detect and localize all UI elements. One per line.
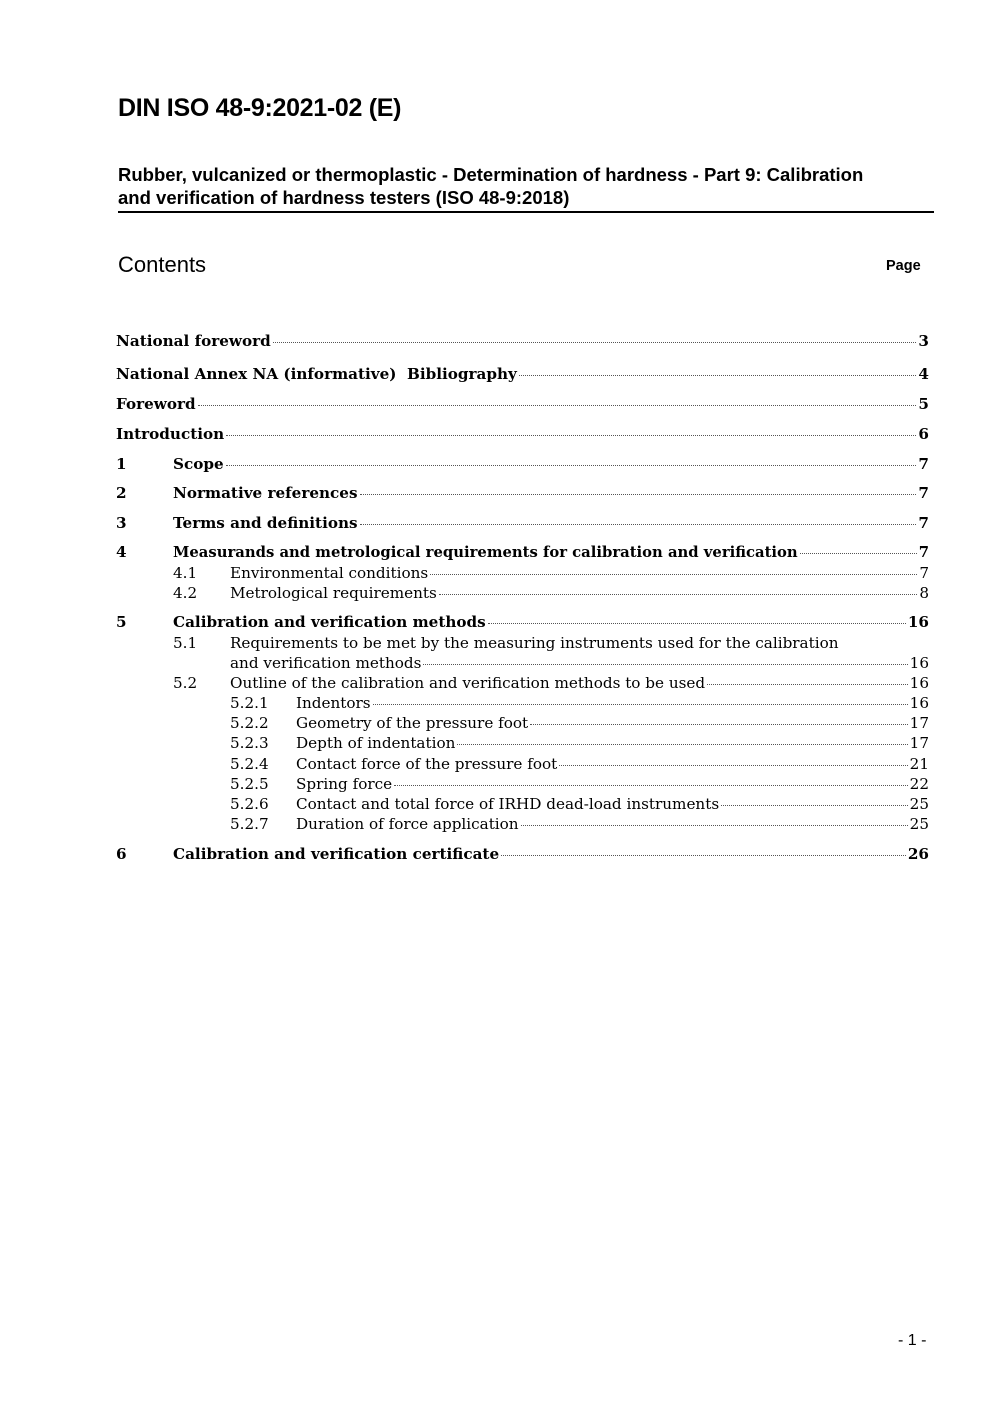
dot-leader <box>488 623 906 624</box>
contents-heading: Contents <box>118 252 207 277</box>
dot-leader <box>360 494 917 495</box>
dot-leader <box>226 435 916 436</box>
dot-leader <box>559 765 907 766</box>
toc-entry-page: 7 <box>918 544 929 561</box>
toc-entry-title: Calibration and verification certificate <box>173 845 500 863</box>
toc-entry-normative-references[interactable] <box>173 484 929 503</box>
toc-entry-measuring-instruments-requirements[interactable] <box>230 654 929 673</box>
toc-entry-title: Metrological requirements <box>230 584 437 602</box>
dot-leader <box>198 405 917 406</box>
toc-entry-page: 26 <box>907 845 929 863</box>
toc-entry-title: Measurands and metrological requirements for calibration and verification <box>173 544 798 561</box>
toc-entry-introduction[interactable] <box>116 425 929 444</box>
dot-leader <box>439 594 918 595</box>
toc-entry-title: Depth of indentation <box>296 734 456 752</box>
toc-entry-number: 3 <box>116 514 127 532</box>
toc-entry-page: 6 <box>918 425 929 443</box>
toc-entry-title: Terms and definitions <box>173 514 358 532</box>
toc-entry-title: Contact and total force of IRHD dead-load instruments <box>296 795 720 813</box>
dot-leader <box>519 375 917 376</box>
footer-page-number: - 1 - <box>898 1332 927 1349</box>
toc-entry-title: Geometry of the pressure foot <box>296 714 529 732</box>
toc-entry-page: 5 <box>918 395 929 413</box>
toc-entry-page: 16 <box>907 613 929 631</box>
toc-entry-number: 6 <box>116 845 127 863</box>
toc-entry-page: 17 <box>909 734 929 752</box>
toc-entry-number: 5.2.5 <box>230 775 269 793</box>
document-title-line-1: Rubber, vulcanized or thermoplastic - Determination of hardness - Part 9: Calibration <box>118 164 864 185</box>
toc-entry-title: Requirements to be met by the measuring instruments used for the calibration <box>230 634 839 652</box>
toc-entry-spring-force[interactable] <box>296 775 929 794</box>
toc-entry-number: 5.2.3 <box>230 734 269 752</box>
toc-entry-number: 1 <box>116 455 127 473</box>
dot-leader <box>430 574 917 575</box>
toc-entry-title: Normative references <box>173 484 358 502</box>
dot-leader <box>501 855 906 856</box>
document-title-line-2: and verification of hardness testers (ISO 48-9:2018) <box>118 187 570 208</box>
toc-entry-title-continued: and verification methods <box>230 654 422 672</box>
toc-entry-title: Calibration and verification methods <box>173 613 486 631</box>
toc-entry-national-foreword[interactable] <box>116 332 929 351</box>
dot-leader <box>521 825 908 826</box>
toc-entry-number: 2 <box>116 484 127 502</box>
toc-entry-measurands[interactable] <box>173 543 929 562</box>
toc-entry-irhd-dead-load[interactable] <box>296 795 929 814</box>
dot-leader <box>273 342 917 343</box>
document-id: DIN ISO 48-9:2021-02 (E) <box>118 94 402 122</box>
toc-entry-page: 4 <box>918 365 929 383</box>
toc-entry-title: Indentors <box>296 694 371 712</box>
toc-entry-indentors[interactable] <box>296 694 929 713</box>
toc-entry-page: 22 <box>909 775 929 793</box>
toc-entry-page: 16 <box>909 674 929 692</box>
toc-entry-number: 5.2 <box>173 674 198 692</box>
toc-entry-page: 7 <box>918 484 929 502</box>
toc-entry-terms-and-definitions[interactable] <box>173 514 929 533</box>
toc-entry-number: 5 <box>116 613 127 631</box>
toc-entry-page: 17 <box>909 714 929 732</box>
toc-entry-page: 25 <box>909 795 929 813</box>
dot-leader <box>707 684 908 685</box>
dot-leader <box>530 724 908 725</box>
toc-entry-page: 8 <box>919 584 929 602</box>
toc-entry-page: 16 <box>909 654 929 672</box>
toc-entry-title: Contact force of the pressure foot <box>296 755 558 773</box>
toc-entry-number: 5.2.1 <box>230 694 269 712</box>
toc-entry-title: National foreword <box>116 332 271 350</box>
toc-entry-depth-of-indentation[interactable] <box>296 734 929 753</box>
toc-entry-calibration-methods[interactable] <box>173 613 929 632</box>
dot-leader <box>721 805 908 806</box>
toc-entry-title: National Annex NA (informative) Bibliography <box>116 365 517 383</box>
toc-entry-geometry-pressure-foot[interactable] <box>296 714 929 733</box>
toc-entry-title: Environmental conditions <box>230 564 429 582</box>
toc-entry-title: Duration of force application <box>296 815 519 833</box>
toc-entry-duration-of-force[interactable] <box>296 815 929 834</box>
toc-entry-page: 3 <box>918 332 929 350</box>
dot-leader <box>423 664 907 665</box>
toc-entry-page: 16 <box>909 694 929 712</box>
toc-entry-metrological-requirements[interactable] <box>230 584 929 603</box>
dot-leader <box>360 524 917 525</box>
dot-leader <box>394 785 908 786</box>
toc-entry-number: 4.2 <box>173 584 198 602</box>
page-column-heading: Page <box>886 258 921 274</box>
toc-entry-environmental-conditions[interactable] <box>230 564 929 583</box>
toc-entry-scope[interactable] <box>173 455 929 474</box>
toc-entry-page: 25 <box>909 815 929 833</box>
toc-entry-certificate[interactable] <box>173 845 929 864</box>
toc-entry-page: 7 <box>918 514 929 532</box>
dot-leader <box>800 553 917 554</box>
toc-entry-page: 21 <box>909 755 929 773</box>
dot-leader <box>457 744 907 745</box>
toc-entry-page: 7 <box>918 455 929 473</box>
document-title <box>118 163 934 213</box>
toc-entry-title: Foreword <box>116 395 196 413</box>
toc-entry-number: 4.1 <box>173 564 198 582</box>
toc-entry-outline-of-methods[interactable] <box>230 674 929 693</box>
toc-entry-title: Introduction <box>116 425 225 443</box>
toc-entry-title: Scope <box>173 455 224 473</box>
toc-entry-number: 4 <box>116 543 127 561</box>
toc-entry-page: 7 <box>919 564 929 582</box>
toc-entry-number: 5.2.6 <box>230 795 269 813</box>
toc-entry-number: 5.2.2 <box>230 714 269 732</box>
toc-entry-foreword[interactable] <box>116 395 929 414</box>
toc-entry-title: Spring force <box>296 775 393 793</box>
toc-entry-title: Outline of the calibration and verification methods to be used <box>230 674 706 692</box>
toc-entry-contact-force[interactable] <box>296 755 929 774</box>
dot-leader <box>373 704 908 705</box>
toc-entry-national-annex[interactable] <box>116 365 929 384</box>
toc-entry-number: 5.2.7 <box>230 815 269 833</box>
toc-entry-number: 5.1 <box>173 634 198 652</box>
dot-leader <box>226 465 917 466</box>
toc-entry-number: 5.2.4 <box>230 755 269 773</box>
